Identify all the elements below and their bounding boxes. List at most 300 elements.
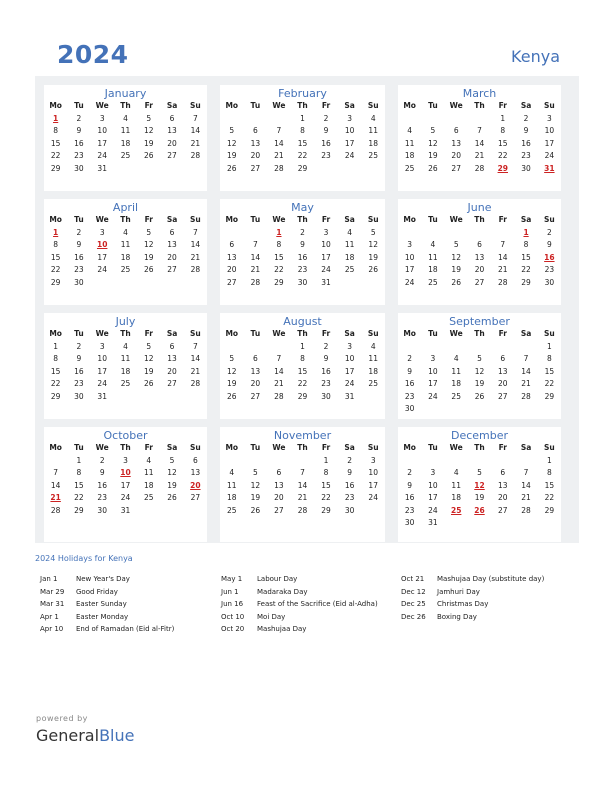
weekday-header: Tu (428, 443, 438, 452)
month-name: July (115, 315, 136, 328)
weekday-header: Su (189, 443, 201, 452)
day-cell: 16 (404, 493, 415, 502)
weekday-header: Tu (250, 101, 261, 110)
day-cell: 8 (76, 468, 82, 477)
holiday-day-cell: 1 (523, 227, 529, 237)
weekday-header: Fr (321, 215, 331, 224)
day-cell: 30 (74, 391, 84, 401)
weekday-header: We (272, 443, 286, 452)
day-grid (398, 328, 561, 416)
holiday-row (221, 586, 378, 599)
day-cell: 5 (229, 354, 235, 363)
holiday-name: Easter Sunday (76, 600, 127, 608)
month-name: August (283, 315, 322, 328)
weekday-header: Fr (498, 443, 507, 452)
day-cell: 6 (500, 468, 506, 477)
day-cell: 11 (404, 138, 415, 148)
weekday-header: Fr (321, 101, 331, 110)
day-cell: 9 (99, 468, 105, 477)
weekday-header: Sa (520, 443, 532, 452)
holiday-date: May 1 (221, 575, 243, 583)
weekday-header: Tu (250, 329, 261, 338)
day-cell: 3 (430, 468, 436, 477)
holiday-date: Oct 21 (401, 575, 425, 583)
weekday-header: Sa (520, 101, 532, 110)
day-cell: 29 (50, 391, 61, 401)
holiday-day-cell: 1 (53, 227, 59, 237)
day-cell: 17 (344, 366, 355, 376)
month-october (44, 427, 207, 542)
day-cell: 7 (523, 468, 529, 477)
weekday-header: Fr (144, 443, 153, 452)
holiday-name: Easter Monday (76, 612, 129, 621)
day-cell: 26 (144, 151, 154, 160)
day-cell: 10 (97, 354, 107, 363)
day-cell: 25 (428, 277, 438, 287)
day-cell: 10 (544, 126, 555, 135)
day-cell: 8 (53, 126, 59, 135)
day-cell: 12 (144, 354, 154, 363)
day-cell: 2 (323, 341, 329, 351)
day-cell: 14 (190, 126, 201, 135)
weekday-header: Fr (321, 329, 331, 338)
day-cell: 23 (404, 391, 415, 401)
day-cell: 7 (500, 240, 506, 249)
day-cell: 7 (192, 113, 198, 123)
day-cell: 20 (474, 265, 485, 274)
day-cell: 19 (227, 379, 237, 388)
day-cell: 27 (167, 151, 177, 160)
holiday-day-cell: 1 (276, 227, 282, 237)
month-january (44, 85, 207, 191)
day-cell: 2 (523, 113, 529, 123)
holiday-name: Good Friday (76, 587, 118, 596)
weekday-header: Th (474, 101, 485, 110)
weekday-header: Tu (250, 443, 261, 452)
day-cell: 14 (274, 138, 284, 148)
holiday-date: Mar 31 (40, 600, 65, 608)
day-cell: 11 (368, 354, 378, 363)
day-cell: 22 (297, 379, 308, 388)
day-cell: 17 (404, 265, 415, 274)
day-cell: 5 (146, 341, 152, 351)
day-cell: 16 (344, 480, 355, 490)
day-cell: 20 (167, 138, 177, 148)
calendar-panel (35, 76, 579, 543)
empty-cell (421, 341, 444, 354)
day-cell: 17 (428, 493, 438, 502)
day-cell: 17 (97, 252, 107, 262)
weekday-header: Mo (403, 101, 416, 110)
holiday-day-cell: 16 (544, 252, 555, 262)
weekday-header: Tu (74, 101, 84, 110)
day-cell: 19 (227, 151, 237, 160)
day-cell: 8 (53, 354, 59, 363)
day-cell: 23 (521, 151, 531, 160)
day-cell: 7 (276, 354, 282, 363)
weekday-header: Sa (344, 443, 355, 452)
holiday-date: Apr 1 (40, 612, 59, 621)
day-cell: 13 (474, 252, 485, 262)
day-cell: 22 (50, 151, 61, 160)
day-cell: 11 (120, 126, 131, 135)
day-grid (44, 214, 207, 289)
weekday-header: Su (367, 443, 379, 452)
day-cell: 27 (498, 391, 508, 401)
holiday-name: End of Ramadan (Eid al-Fitr) (76, 625, 175, 633)
weekday-header: Tu (250, 215, 261, 224)
day-cell: 27 (250, 391, 261, 401)
day-cell: 13 (498, 480, 508, 490)
day-grid (44, 328, 207, 403)
day-cell: 1 (300, 113, 305, 123)
day-cell: 8 (546, 354, 552, 363)
day-cell: 22 (321, 493, 331, 502)
holiday-column (401, 573, 544, 623)
holiday-date: Dec 12 (401, 587, 426, 596)
weekday-header: Th (474, 443, 485, 452)
day-cell: 23 (74, 151, 84, 160)
day-cell: 2 (347, 455, 353, 465)
day-cell: 14 (297, 480, 308, 490)
day-cell: 20 (451, 151, 461, 160)
day-cell: 8 (523, 240, 529, 249)
day-cell: 7 (252, 240, 258, 249)
day-cell: 10 (404, 252, 415, 262)
day-cell: 19 (144, 366, 154, 376)
day-cell: 29 (321, 505, 331, 515)
holiday-day-cell: 26 (474, 505, 485, 515)
day-cell: 30 (404, 518, 415, 527)
day-cell: 30 (297, 277, 308, 287)
day-cell: 15 (521, 252, 531, 262)
holiday-row (40, 598, 174, 611)
day-cell: 31 (321, 277, 331, 287)
holiday-row (401, 598, 544, 611)
day-cell: 10 (368, 468, 378, 477)
day-cell: 22 (544, 379, 555, 388)
day-cell: 6 (169, 341, 175, 351)
day-cell: 5 (169, 455, 175, 465)
day-cell: 21 (190, 138, 201, 148)
day-cell: 28 (521, 505, 531, 515)
holiday-column (40, 573, 174, 636)
holiday-date: Jun 16 (221, 600, 244, 608)
holiday-row (401, 573, 544, 586)
day-cell: 24 (97, 379, 107, 388)
day-cell: 14 (498, 252, 508, 262)
day-cell: 24 (97, 265, 107, 274)
day-cell: 21 (474, 151, 485, 160)
weekday-header: Mo (403, 215, 416, 224)
day-cell: 8 (323, 468, 329, 477)
day-cell: 1 (323, 455, 329, 465)
holiday-column (221, 573, 378, 636)
day-cell: 26 (227, 163, 237, 173)
day-cell: 27 (451, 163, 461, 173)
empty-cell (267, 113, 291, 126)
empty-cell (421, 113, 444, 126)
day-cell: 30 (74, 163, 84, 173)
day-cell: 3 (123, 455, 128, 465)
day-cell: 30 (521, 163, 531, 173)
day-cell: 29 (544, 391, 555, 401)
day-cell: 6 (252, 354, 258, 363)
day-cell: 25 (368, 151, 378, 160)
day-cell: 28 (474, 163, 485, 173)
empty-cell (491, 227, 514, 240)
month-may (220, 199, 385, 305)
day-cell: 26 (227, 391, 237, 401)
weekday-header: Sa (166, 101, 178, 110)
day-cell: 10 (97, 126, 107, 135)
weekday-header: Th (120, 443, 131, 452)
day-cell: 15 (544, 366, 555, 376)
weekday-header: We (95, 215, 109, 224)
weekday-header: Th (297, 329, 308, 338)
day-cell: 9 (76, 354, 82, 363)
holiday-day-cell: 12 (474, 480, 485, 490)
day-cell: 28 (521, 391, 531, 401)
day-cell: 18 (451, 493, 461, 502)
day-cell: 11 (120, 240, 131, 249)
day-cell: 24 (428, 391, 438, 401)
weekday-header: Tu (428, 329, 438, 338)
day-cell: 18 (120, 366, 131, 376)
month-july (44, 313, 207, 419)
day-cell: 22 (274, 265, 284, 274)
weekday-header: Sa (166, 443, 178, 452)
weekday-header: Fr (498, 215, 507, 224)
day-cell: 28 (274, 391, 284, 401)
day-cell: 18 (344, 252, 355, 262)
holiday-name: New Year's Day (76, 575, 130, 583)
day-cell: 28 (190, 265, 201, 274)
day-cell: 5 (477, 468, 482, 477)
day-cell: 13 (167, 240, 177, 249)
month-august (220, 313, 385, 419)
holiday-day-cell: 1 (53, 113, 59, 123)
holidays-title: 2024 Holidays for Kenya (35, 554, 133, 563)
month-april (44, 199, 207, 305)
day-cell: 25 (368, 379, 378, 388)
weekday-header: Th (297, 215, 308, 224)
day-cell: 11 (120, 354, 131, 363)
holiday-day-cell: 21 (50, 493, 61, 502)
holiday-name: Madaraka Day (257, 587, 308, 596)
day-cell: 31 (344, 391, 355, 401)
day-cell: 16 (521, 138, 531, 148)
day-cell: 27 (227, 277, 237, 287)
day-cell: 8 (53, 240, 59, 249)
day-cell: 29 (521, 277, 531, 287)
day-cell: 2 (76, 113, 82, 123)
day-cell: 17 (120, 480, 131, 490)
weekday-header: Su (189, 215, 201, 224)
weekday-header: Su (367, 329, 379, 338)
day-cell: 18 (120, 138, 131, 148)
day-cell: 18 (428, 265, 438, 274)
day-cell: 29 (50, 277, 61, 287)
weekday-header: Mo (49, 101, 62, 110)
weekday-header: We (449, 443, 463, 452)
weekday-header: We (95, 329, 109, 338)
day-grid (220, 214, 385, 289)
holiday-name: Moi Day (257, 612, 286, 621)
holiday-date: Dec 25 (401, 600, 426, 608)
day-cell: 22 (74, 493, 84, 502)
day-cell: 21 (190, 252, 201, 262)
day-cell: 29 (50, 163, 61, 173)
day-cell: 8 (276, 240, 282, 249)
month-grid (44, 85, 561, 542)
weekday-header: Th (120, 329, 131, 338)
day-cell: 3 (546, 113, 552, 123)
day-cell: 9 (347, 468, 353, 477)
day-grid (220, 100, 385, 175)
empty-cell (514, 341, 537, 354)
day-cell: 11 (428, 252, 438, 262)
day-cell: 28 (274, 163, 284, 173)
month-february (220, 85, 385, 191)
month-march (398, 85, 561, 191)
day-cell: 28 (190, 379, 201, 388)
weekday-header: Mo (403, 443, 416, 452)
day-cell: 15 (50, 138, 61, 148)
day-cell: 12 (144, 126, 154, 135)
weekday-header: Sa (344, 101, 355, 110)
weekday-header: Su (189, 101, 201, 110)
month-june (398, 199, 561, 305)
day-cell: 15 (544, 480, 555, 490)
month-name: January (104, 87, 147, 100)
day-cell: 14 (521, 480, 531, 490)
day-grid (398, 100, 561, 175)
day-cell: 6 (169, 227, 175, 237)
day-cell: 22 (498, 151, 508, 160)
day-cell: 7 (523, 354, 529, 363)
day-cell: 5 (430, 126, 436, 135)
day-cell: 5 (252, 468, 258, 477)
weekday-header: We (449, 329, 463, 338)
day-cell: 29 (274, 277, 284, 287)
day-cell: 22 (521, 265, 531, 274)
day-cell: 9 (546, 240, 552, 249)
day-cell: 18 (120, 252, 131, 262)
day-cell: 24 (344, 379, 355, 388)
day-cell: 21 (297, 493, 308, 502)
month-name: February (278, 87, 327, 100)
day-cell: 29 (297, 391, 308, 401)
day-cell: 3 (347, 341, 353, 351)
day-cell: 25 (120, 151, 131, 160)
day-cell: 19 (474, 493, 485, 502)
day-cell: 6 (276, 468, 282, 477)
day-cell: 20 (167, 252, 177, 262)
day-cell: 12 (368, 240, 378, 249)
day-cell: 6 (229, 240, 235, 249)
day-cell: 8 (300, 354, 305, 363)
day-cell: 24 (544, 151, 555, 160)
day-grid (398, 214, 561, 289)
day-cell: 4 (347, 227, 353, 237)
day-cell: 21 (521, 493, 531, 502)
weekday-header: We (449, 101, 463, 110)
day-cell: 21 (498, 265, 508, 274)
day-cell: 6 (252, 126, 258, 135)
day-cell: 25 (451, 391, 461, 401)
day-cell: 13 (274, 480, 284, 490)
day-cell: 27 (274, 505, 284, 515)
day-cell: 12 (167, 468, 177, 477)
day-cell: 13 (250, 138, 261, 148)
generalblue-logo[interactable] (36, 726, 134, 745)
day-cell: 24 (368, 493, 378, 502)
day-cell: 3 (99, 227, 105, 237)
day-cell: 30 (404, 404, 415, 413)
weekday-header: Su (543, 101, 555, 110)
day-cell: 20 (498, 493, 508, 502)
day-cell: 11 (451, 480, 461, 490)
holiday-row (221, 623, 378, 636)
day-cell: 15 (321, 480, 331, 490)
day-cell: 19 (144, 252, 154, 262)
powered-by-label: powered by (36, 714, 88, 723)
day-cell: 12 (451, 252, 461, 262)
day-cell: 17 (544, 138, 555, 148)
empty-cell (220, 113, 244, 126)
day-cell: 23 (544, 265, 555, 274)
weekday-header: Su (543, 329, 555, 338)
day-cell: 4 (123, 113, 128, 123)
holiday-name: Mashujaa Day (substitute day) (437, 575, 545, 583)
day-cell: 14 (250, 252, 261, 262)
day-cell: 1 (546, 341, 552, 351)
day-cell: 1 (300, 341, 305, 351)
day-cell: 22 (297, 151, 308, 160)
day-cell: 3 (99, 341, 105, 351)
empty-cell (244, 341, 268, 354)
weekday-header: Mo (225, 101, 239, 110)
day-cell: 13 (190, 468, 201, 477)
holiday-date: Jan 1 (40, 575, 58, 583)
day-cell: 7 (477, 126, 482, 135)
day-cell: 30 (344, 505, 355, 515)
weekday-header: We (272, 329, 286, 338)
holiday-day-cell: 25 (450, 505, 462, 515)
day-cell: 25 (120, 379, 131, 388)
day-cell: 26 (167, 493, 177, 502)
day-cell: 6 (192, 455, 198, 465)
weekday-header: Fr (144, 101, 153, 110)
day-cell: 27 (474, 277, 485, 287)
day-cell: 28 (250, 277, 261, 287)
day-cell: 21 (274, 379, 284, 388)
day-cell: 3 (407, 240, 413, 249)
day-cell: 16 (74, 252, 84, 262)
holiday-day-cell: 20 (190, 480, 201, 490)
day-cell: 23 (297, 265, 308, 274)
holiday-day-cell: 31 (544, 163, 555, 173)
holiday-row (221, 573, 378, 586)
day-cell: 9 (76, 240, 82, 249)
weekday-header: Su (543, 443, 555, 452)
weekday-header: Th (297, 443, 308, 452)
month-november (220, 427, 385, 542)
holiday-date: Mar 29 (40, 587, 65, 596)
day-cell: 14 (190, 354, 201, 363)
day-cell: 10 (428, 480, 438, 490)
